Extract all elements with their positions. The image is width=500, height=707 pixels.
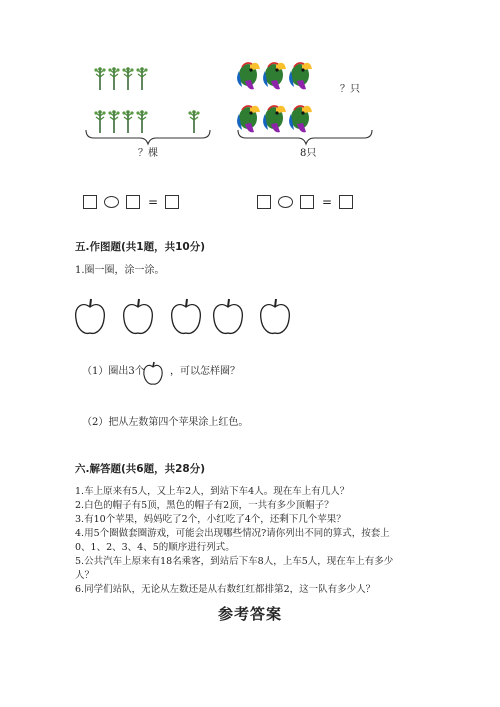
question-6-4-continued: 0、1、2、3、4、5的顺序进行列式。: [75, 542, 235, 553]
bird-count-label: 8只: [300, 148, 317, 159]
sapling-icon: [188, 110, 199, 133]
answer-box[interactable]: [339, 195, 353, 209]
question-5-1-sub1-suffix: ，可以怎样圈？: [170, 366, 240, 377]
apple-outline-icon: [172, 299, 201, 333]
sapling-icon: [136, 110, 147, 133]
apple-outline-icon: [261, 299, 290, 333]
sapling-icon: [108, 67, 119, 90]
answer-key-title: 参考答案: [217, 605, 282, 623]
question-6-5: 5.公共汽车上原来有18名乘客，到站后下车8人，上车5人，现在车上有多少: [75, 556, 394, 567]
answer-box[interactable]: [126, 195, 140, 209]
sapling-icon: [122, 110, 133, 133]
parrot-icon: [237, 63, 260, 90]
answer-box[interactable]: [257, 195, 271, 209]
section-6-heading: 六.解答题(共6题，共28分): [75, 463, 206, 475]
parrot-icon: [237, 106, 260, 133]
apple-outline-icon: [214, 299, 243, 333]
answer-box[interactable]: [300, 195, 314, 209]
parrot-icon: [289, 63, 312, 90]
answer-box[interactable]: [83, 195, 97, 209]
sapling-icon: [122, 67, 133, 90]
question-6-5-continued: 人？: [75, 570, 95, 581]
operator-circle[interactable]: [104, 196, 119, 208]
equals-sign: =: [148, 195, 159, 209]
question-5-1-sub2: （2）把从左数第四个苹果涂上红色。: [82, 417, 249, 428]
parrot-icon: [263, 106, 286, 133]
apple-outline-icon: [76, 299, 105, 333]
tree-count-label: ？棵: [138, 148, 158, 159]
parrot-icon: [263, 63, 286, 90]
apple-outline-icon: [141, 360, 165, 386]
question-5-1-sub1-prefix: （1）圈出3个: [82, 366, 145, 377]
question-6-3: 3.有10个苹果，妈妈吃了2个，小红吃了4个，还剩下几个苹果？: [75, 514, 346, 525]
question-6-1: 1.车上原来有5人，又上车2人，到站下车4人。现在车上有几人？: [75, 486, 350, 497]
apple-row: [70, 293, 300, 338]
question-5-1-intro: 1.圈一圈，涂一涂。: [75, 265, 165, 276]
question-6-6: 6.同学们站队，无论从左数还是从右数红红都排第2，这一队有多少人？: [75, 584, 376, 595]
sapling-icon: [94, 110, 105, 133]
sapling-icon: [108, 110, 119, 133]
sapling-icon: [94, 67, 105, 90]
section-5-heading: 五.作图题(共1题，共10分): [75, 241, 206, 253]
equals-sign: =: [322, 195, 333, 209]
answer-box[interactable]: [165, 195, 179, 209]
sapling-icon: [136, 67, 147, 90]
tree-group-illustration: [80, 58, 215, 158]
brace: [86, 130, 210, 144]
bird-group-illustration: [230, 58, 380, 158]
bird-question-label: ？只: [340, 84, 360, 95]
parrot-icon: [289, 106, 312, 133]
apple-outline-icon: [124, 299, 153, 333]
question-6-4: 4.用5个圈做套圈游戏，可能会出现哪些情况?请你列出不同的算式，按套上: [75, 528, 390, 539]
question-6-2: 2.白色的帽子有5顶，黑色的帽子有2顶，一共有多少顶帽子？: [75, 500, 334, 511]
operator-circle[interactable]: [278, 196, 293, 208]
